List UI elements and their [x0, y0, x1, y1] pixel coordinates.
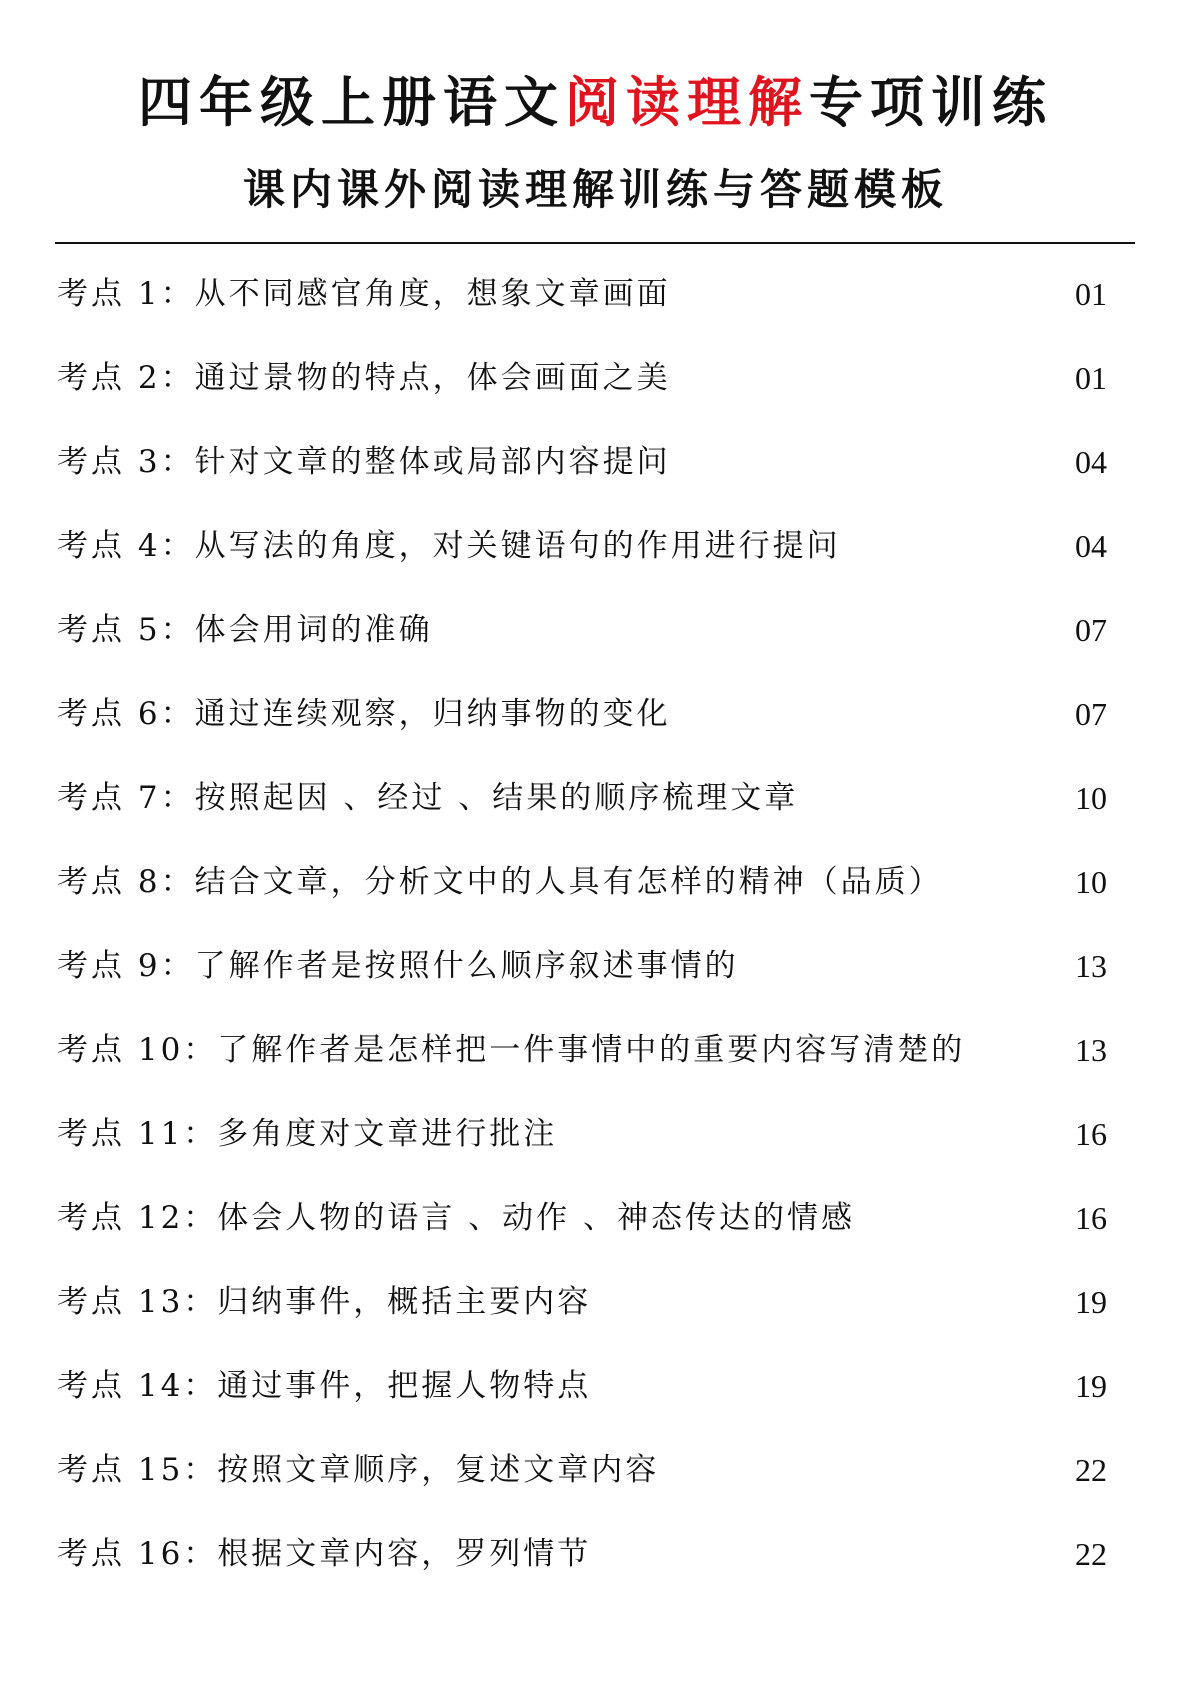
toc-item-label: 考点 8：结合文章，分析文中的人具有怎样的精神（品质） [57, 864, 943, 900]
toc-item-page: 22 [1075, 1452, 1107, 1488]
page-subtitle: 课内课外阅读理解训练与答题模板 [242, 165, 948, 214]
toc-item-page: 16 [1075, 1116, 1107, 1152]
toc-item-page: 04 [1075, 528, 1107, 564]
table-of-contents [57, 252, 1107, 1596]
toc-item-label: 考点 5：体会用词的准确 [57, 612, 433, 648]
toc-item-label: 考点 1：从不同感官角度，想象文章画面 [57, 276, 671, 312]
toc-item-label: 考点 11：多角度对文章进行批注 [57, 1116, 558, 1152]
toc-item-page: 13 [1075, 948, 1107, 984]
toc-item [57, 588, 1107, 672]
toc-item [57, 1008, 1107, 1092]
toc-item [57, 672, 1107, 756]
toc-item [57, 1260, 1107, 1344]
toc-item-label: 考点 14：通过事件，把握人物特点 [57, 1368, 592, 1404]
toc-item-label: 考点 15：按照文章顺序，复述文章内容 [57, 1452, 660, 1488]
toc-item-page: 07 [1075, 696, 1107, 732]
title-prefix: 四年级上册语文 [138, 70, 565, 134]
toc-item [57, 1176, 1107, 1260]
toc-item-page: 04 [1075, 444, 1107, 480]
toc-item [57, 924, 1107, 1008]
toc-item [57, 756, 1107, 840]
toc-item-page: 16 [1075, 1200, 1107, 1236]
toc-item-label: 考点 13：归纳事件，概括主要内容 [57, 1284, 592, 1320]
toc-item-label: 考点 16：根据文章内容，罗列情节 [57, 1536, 592, 1572]
title-divider [55, 242, 1135, 244]
toc-item-page: 19 [1075, 1368, 1107, 1404]
toc-item [57, 1344, 1107, 1428]
toc-item-label: 考点 12：体会人物的语言 、动作 、神态传达的情感 [57, 1200, 856, 1236]
toc-item [57, 336, 1107, 420]
page-title [0, 62, 1191, 142]
toc-item-label: 考点 2：通过景物的特点，体会画面之美 [57, 360, 671, 396]
toc-item [57, 504, 1107, 588]
toc-item-label: 考点 4：从写法的角度，对关键语句的作用进行提问 [57, 528, 841, 564]
toc-item-label: 考点 10：了解作者是怎样把一件事情中的重要内容写清楚的 [57, 1032, 966, 1068]
toc-item-page: 01 [1075, 276, 1107, 312]
toc-item-page: 22 [1075, 1536, 1107, 1572]
toc-item [57, 1512, 1107, 1596]
toc-item-page: 07 [1075, 612, 1107, 648]
toc-item-label: 考点 9：了解作者是按照什么顺序叙述事情的 [57, 948, 739, 984]
title-suffix: 专项训练 [809, 70, 1053, 134]
toc-item [57, 840, 1107, 924]
toc-item-label: 考点 7：按照起因 、经过 、结果的顺序梳理文章 [57, 780, 799, 816]
toc-item-label: 考点 3：针对文章的整体或局部内容提问 [57, 444, 671, 480]
toc-item-page: 10 [1075, 864, 1107, 900]
toc-item-label: 考点 6：通过连续观察，归纳事物的变化 [57, 696, 671, 732]
toc-item [57, 252, 1107, 336]
toc-item [57, 1092, 1107, 1176]
title-accent: 阅读理解 [565, 70, 809, 134]
toc-item-page: 01 [1075, 360, 1107, 396]
toc-item [57, 1428, 1107, 1512]
toc-item-page: 19 [1075, 1284, 1107, 1320]
toc-item [57, 420, 1107, 504]
toc-item-page: 13 [1075, 1032, 1107, 1068]
toc-item-page: 10 [1075, 780, 1107, 816]
